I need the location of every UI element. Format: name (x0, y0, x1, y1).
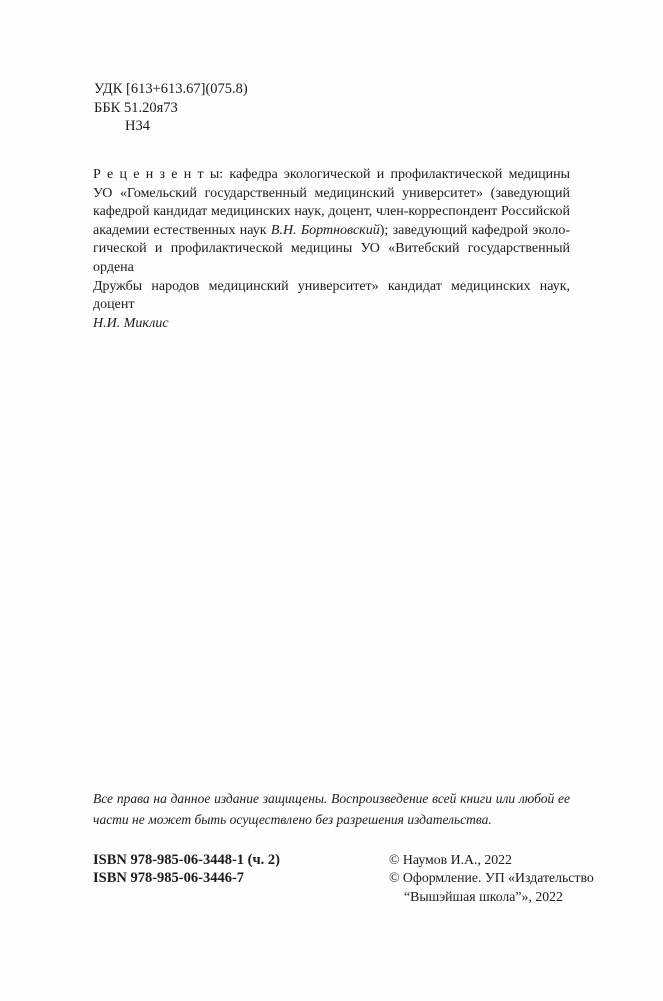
isbn-line-part2: ISBN 978-985-06-3448-1 (ч. 2) (93, 852, 280, 868)
text-line (93, 789, 570, 810)
text-line (93, 315, 570, 334)
text-line (93, 185, 570, 204)
italic-text-segment: Все права на данное издание защищены. Воспроизведение всей книги или любой ее (93, 791, 570, 806)
text-segment: Р е ц е н з е н т ы: кафедра экологической и профилактической медицины (93, 167, 570, 182)
copyright-publisher-line-1: © Оформление. УП «Издательство (389, 870, 594, 886)
italic-text-segment: Н.И. Миклис (93, 315, 169, 331)
udk-line: УДК [613+613.67](075.8) (94, 81, 248, 97)
isbn-block (93, 851, 280, 888)
text-segment: ); заведующий кафедрой эколо- (379, 222, 570, 238)
text-line (93, 240, 570, 277)
text-segment: Дружбы народов медицинский университет» кандидат медицинских наук, доцент (93, 278, 570, 313)
text-line (93, 166, 570, 185)
bbk-line: ББК 51.20я73 (94, 99, 178, 116)
isbn-line-main: ISBN 978-985-06-3446-7 (93, 870, 245, 887)
text-segment: гической и профилактической медицины УО «Витебский государственный ордена (93, 241, 570, 275)
text-line (93, 222, 570, 241)
copyright-block (389, 851, 594, 906)
copyright-author-line: © Наумов И.А., 2022 (389, 852, 512, 867)
italic-text-segment: части не может быть осуществлено без разрешения издательства. (93, 811, 492, 827)
author-code: Н34 (125, 118, 150, 134)
text-line (93, 203, 570, 222)
italic-text-segment: В.Н. Бортновский (270, 222, 380, 238)
rights-notice (93, 789, 570, 830)
classification-block (94, 80, 248, 136)
text-segment: УО «Гомельский государственный медицинский университет» (заведующий (93, 185, 570, 201)
text-segment: кафедрой кандидат медицинских наук, доцент, член-корреспондент Российской (93, 204, 570, 220)
text-segment: академии естественных наук (93, 222, 271, 238)
text-line (93, 810, 570, 831)
reviewers-paragraph (93, 166, 570, 333)
text-line (93, 278, 570, 315)
copyright-publisher-line-2: “Вышэйшая школа”», 2022 (404, 888, 563, 904)
